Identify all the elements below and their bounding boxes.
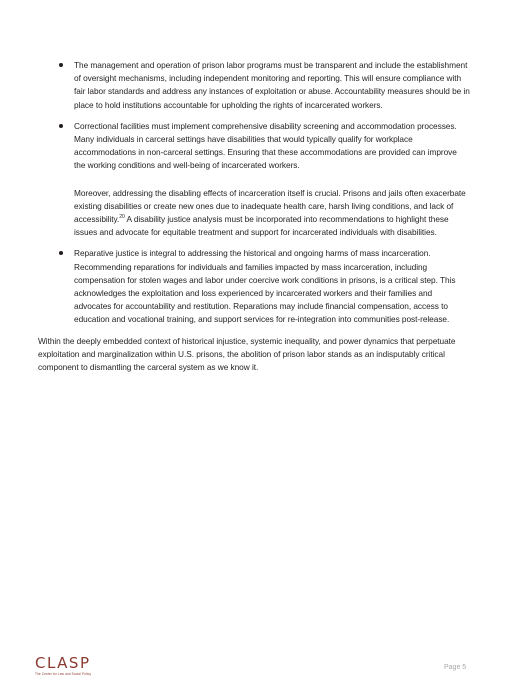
bullet-text: The management and operation of prison labor programs must be transparent and include the establishment of oversight mechanisms, including independent monitoring and reporting. This will ensure compliance with fair labor standards and address any instances of exploitation or abuse. Accountability measures should be in place to hold institutions accountable for upholding the rights of incarcerated workers. — [74, 60, 470, 110]
page-number: Page 5 — [444, 664, 467, 671]
logo-wordmark: CLASP — [35, 654, 91, 672]
body-content — [38, 59, 470, 374]
bullet-icon — [59, 251, 63, 255]
clasp-logo — [35, 656, 91, 676]
bullet-text: Correctional facilities must implement comprehensive disability screening and accommodation processes. Many individuals in carceral settings have disabilities that would typically qualify for workplace accommodations in non-carceral settings. Ensuring that these accommodations are provided can improve the working conditions and well-being of incarcerated workers. — [74, 120, 457, 171]
closing-paragraph: Within the deeply embedded context of historical injustice, systemic inequality, and power dynamics that perpetuate exploitation and marginalization within U.S. prisons, the abolition of prison labor stands as an indisputably critical component to dismantling the carceral system as we know it. — [38, 335, 456, 373]
list-item — [38, 120, 470, 240]
list-item — [38, 247, 470, 326]
footnote-reference[interactable]: 20 — [119, 214, 125, 221]
bullet-text: Reparative justice is integral to addressing the historical and ongoing harms of mass incarceration. Recommending reparations for individuals and families impacted by mass incarceration, including compensation for stolen wages and labor under coercive work conditions in prisons, is a critical step. This acknowledges the exploitation and loss experienced by incarcerated workers and their families and advocates for accountability and restitution. Reparations may include financial compensation, access to education and vocational training, and support services for re-integration into communities post-release. — [74, 248, 456, 325]
sub-paragraph-text-continued: A disability justice analysis must be incorporated into recommendations to highlight these issues and advocate for equitable treatment and support for incarcerated individuals with disabilities. — [74, 214, 449, 238]
bullet-icon — [59, 124, 63, 128]
sub-paragraph-text: Moreover, addressing the disabling effects of incarceration itself is crucial. Prisons and jails often exacerbate existing disabilities or create new ones due to inadequate health care, harsh living conditions, and lack of accessibility. — [74, 187, 466, 225]
bullet-sub-paragraph — [74, 187, 470, 240]
logo-tagline: The Center for Law and Social Policy — [35, 672, 92, 676]
bullet-icon — [59, 63, 63, 67]
recommendation-list — [38, 59, 470, 327]
list-item — [38, 59, 470, 112]
